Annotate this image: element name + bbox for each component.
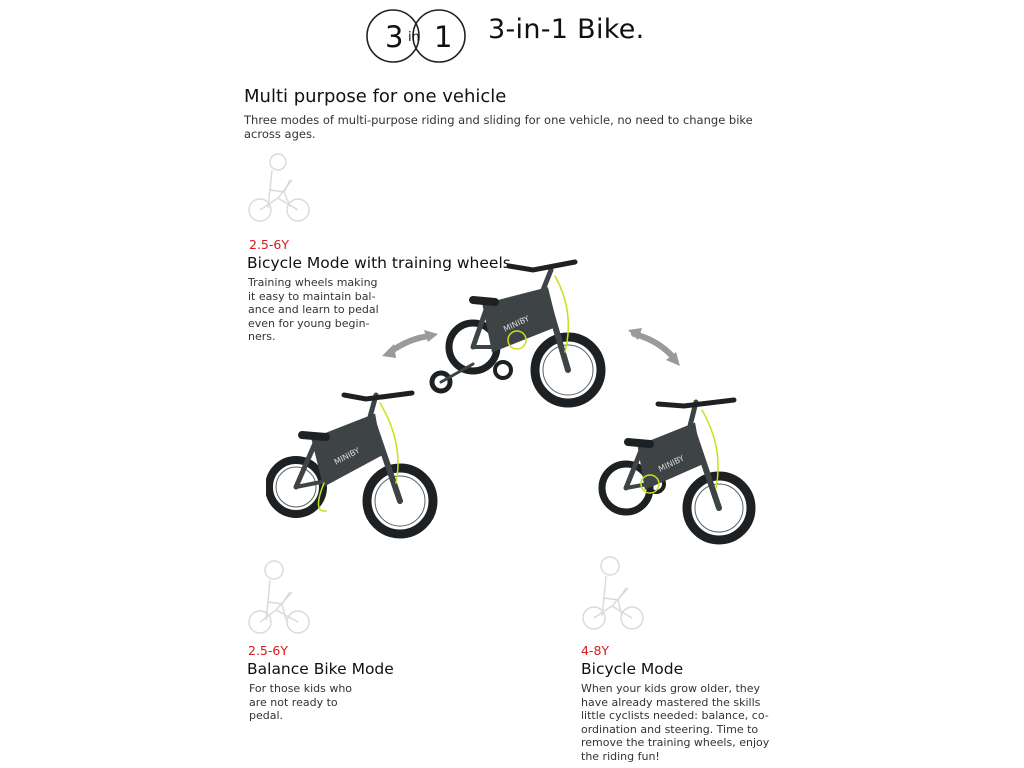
logo-center-text: in xyxy=(408,30,420,45)
bike-balance-illustration xyxy=(266,383,441,548)
mode-age-bicycle: 4-8Y xyxy=(581,643,610,658)
bike-brand-label: MINIBY xyxy=(332,445,362,467)
bike-bicycle-mode-illustration xyxy=(598,388,763,553)
logo-left-digit: 3 xyxy=(385,20,404,54)
mode-age-training: 2.5-6Y xyxy=(249,237,289,252)
bike-training-wheels-illustration xyxy=(425,252,615,417)
rotate-arrow-icon xyxy=(626,326,684,368)
mode-description-bicycle: When your kids grow older, they have already mastered the skills little cyclists needed: balance, co- ordination and steering. Time to remove the training wheels, enjoy the riding fun! xyxy=(581,682,770,763)
mode-title-training: Bicycle Mode with training wheels xyxy=(247,254,511,272)
bike-brand-label: MINIBY xyxy=(656,453,686,474)
mode-title-balance: Balance Bike Mode xyxy=(247,660,394,678)
mode-age-balance: 2.5-6Y xyxy=(248,643,288,658)
section-description: Three modes of multi-purpose riding and sliding for one vehicle, no need to change bike across ages. xyxy=(244,113,753,141)
rider-sketch-icon xyxy=(246,150,312,226)
logo-right-digit: 1 xyxy=(434,20,453,54)
three-in-one-logo xyxy=(366,6,466,66)
bike-brand-label: MINIBY xyxy=(502,314,531,334)
section-title: Multi purpose for one vehicle xyxy=(244,86,507,107)
rider-sketch-icon xyxy=(580,554,646,634)
mode-title-bicycle: Bicycle Mode xyxy=(581,660,684,678)
rider-sketch-icon xyxy=(246,558,312,638)
hero-title: 3-in-1 Bike. xyxy=(488,14,645,45)
mode-description-balance: For those kids who are not ready to pedal. xyxy=(249,682,353,722)
mode-description-training: Training wheels making it easy to maintain bal- ance and learn to pedal even for young begin- ners. xyxy=(248,276,379,343)
